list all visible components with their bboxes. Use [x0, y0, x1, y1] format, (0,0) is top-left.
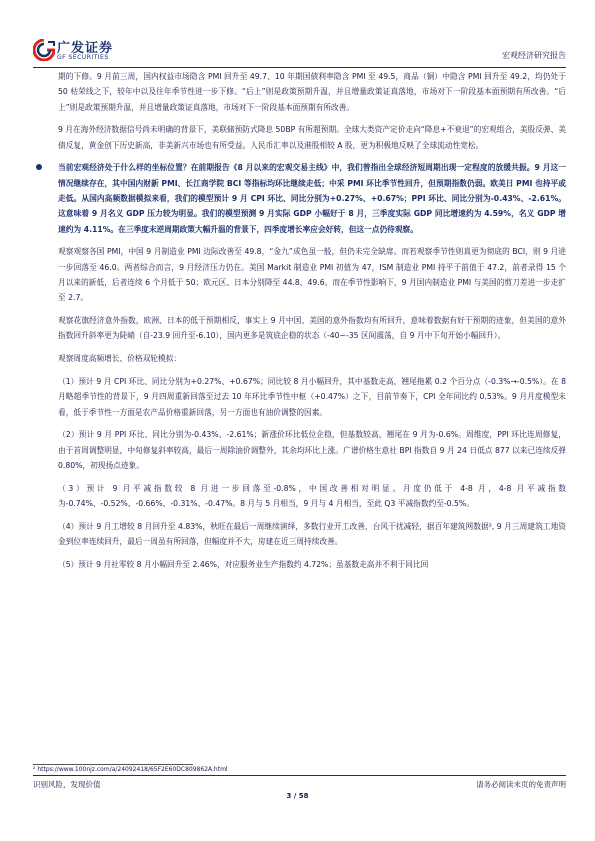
footer-disclaimer-note: 请务必阅读末页的免责声明	[476, 780, 566, 789]
paragraph: 期的下修。9 月前三周，国内权益市场隐含 PMI 回升至 49.7、10 年期国债利率隐含 PMI 至 49.5，商品（铜）中隐含 PMI 回升至 49.2，均仍处于 50 枯荣线之下，较年中以及往年季节性进一步下修。“后上”则是政策预期升温，并且增量政策证真落地，市场对下一阶段基本面预期有所改善。“后上”则是政策预期升温，并且增量政策证真落地，市场对下一阶段基本面预期有所改善。	[58, 72, 566, 112]
bullet-icon	[36, 164, 42, 170]
paragraph: 观察观察各国 PMI，中国 9 月制造业 PMI 边际改善至 49.8，“金九”成色虽一般，但仍未完全缺席。而若观察季节性则真更为彻底的 BCI，则 9 月进一步回落至 46.0。两者综合而言，9 月经济压力仍在。美国 Markit 制造业 PMI 初值为 47，ISM 制造业 PMI 持平于前值于 47.2，前者录得 15 个月以来的新低，后者连续 6 个月低于 50；欧元区、日本分别降至 44.8、49.6。而在季节性影响下，9 月国内制造业 PMI 与美国的剪刀差进一步走扩至 2.7。	[58, 247, 566, 303]
footer-divider	[33, 775, 566, 776]
list-item-paragraph: （1）预计 9 月 CPI 环比、同比分别为+0.27%、+0.67%；同比较 8 月小幅回升，其中基数走高，翘尾拖累 0.2 个百分点（-0.3%→-0.5%）。在 8 月略超季节性的背景下，9 月四周重新回落至过去 10 年环比季节性中枢（+0.47%）之下，目前节奏下，CPI 全年同比约 0.53%。9 月月度模型未看，低于季节性一方面是农产品价格重新回落，另一方面也有油价调整的因素。	[58, 377, 566, 417]
key-point-block	[58, 160, 566, 236]
list-item-paragraph: （2）预计 9 月 PPI 环比、同比分别为-0.43%、-2.61%；新涨价环比低位企稳，但基数较高，翘尾在 9 月为-0.6%。周维度，PPI 环比连周修复，由于首周调整明显，中旬修复斜率较高，最后一周除油价调整外，其余均环比上涨。广谱价格生意社 BPI 指数自 9 月 24 日低点 877 以来已连续反弹 0.80%，初现扬点迹象。	[58, 430, 566, 471]
gf-logo-icon	[33, 39, 55, 61]
paragraph: 观察周度高频增长、价格双轮模拟：	[58, 354, 182, 364]
footnote-divider	[33, 764, 193, 765]
page-header	[33, 36, 566, 70]
report-body	[58, 69, 566, 580]
list-item-paragraph: （5）预计 9 月社零较 8 月小幅回升至 2.46%，对应服务业生产指数约 4.72%；虽基数走高并不利于同比回	[58, 560, 429, 570]
logo-chinese-name: 广发证券	[57, 41, 114, 56]
paragraph: 观察花旗经济意外指数，欧洲、日本的低于预期相反，事实上 9 月中国、美国的意外指数均有所回升，意味着数据有好于预期的迹象，但美国的意外指数回升斜率更为陡峭（自-23.9 回升至-6.10），国内更多是筑底企稳的状态（-40~-35 区间震荡，自 9 月中下旬开始小幅回升）。	[58, 316, 566, 341]
gf-securities-logo	[33, 36, 143, 66]
list-item-paragraph: （3）预计 9 月平减指数较 8 月进一步回落至-0.8%，中国改善相对明显。月度仍低于 4-8 月，4-8 月平减指数为-0.74%、-0.52%、-0.66%、-0.31%、-0.47%。8 月与 5 月相当，9 月与 4 月相当，至此 Q3 平减指数约至-0.5%。	[58, 483, 566, 509]
page-number: 3 / 58	[286, 792, 309, 800]
key-point-paragraph: 当前宏观经济处于什么样的坐标位置？在前期报告《8 月以来的宏观交易主线》中，我们曾指出全球经济短周期出现一定程度的放缓共振。9 月这一情况继续存在，其中国内财新 PMI、长江商学院 BCI 等指标均环比继续走低；中采 PMI 环比季节性回升，但预期指数仍弱。欧美日 PMI 也持平或走低。从国内高频数据模拟来看，我们的模型预计 9 月 CPI 环比、同比分别为+0.27%、+0.67%；PPI 环比、同比分别为-0.43%、-2.61%。这意味着 9 月名义 GDP 压力较为明显。我们的模型预测 9 月实际 GDP 小幅好于 8 月，三季度实际 GDP 同比增速约为 4.59%，名义 GDP 增速约为 4.11%。在三季度末逆周期政策大幅升温的背景下，四季度增长率应会好转，但这一点仍待观察。	[58, 163, 566, 234]
footer-slogan: 识别风险，发现价值	[33, 780, 101, 789]
report-type-label: 宏观经济研究报告	[502, 51, 566, 60]
logo-english-name: GF SECURITIES	[57, 54, 109, 61]
list-item-paragraph: （4）预计 9 月工增较 8 月回升至 4.83%，秋旺在最后一周继续演绎，多数行业开工改善，台风干扰减轻，据百年建筑网数据², 9 月三周建筑工地资金到位率连续回升，最后一周虽有所回落，但幅度并不大，房建在近三周持续改善。	[58, 521, 566, 547]
footnote-link[interactable]: ² https://www.100njz.com/a/24092418/65F2E60DC809862A.html	[33, 766, 228, 773]
paragraph: 9 月在海外经济数据信号尚未明确的背景下，美联储预防式降息 50BP 有所超预期。全球大类资产定价走向“降息+不衰退”的宏观组合，美股反弹、美债反复，黄金创下历史新高，非美新兴市场也有所受益。人民币汇率以及港股相较 A 股，更为积极地反映了全球流动性宽松。	[58, 125, 566, 150]
header-divider	[33, 67, 566, 68]
